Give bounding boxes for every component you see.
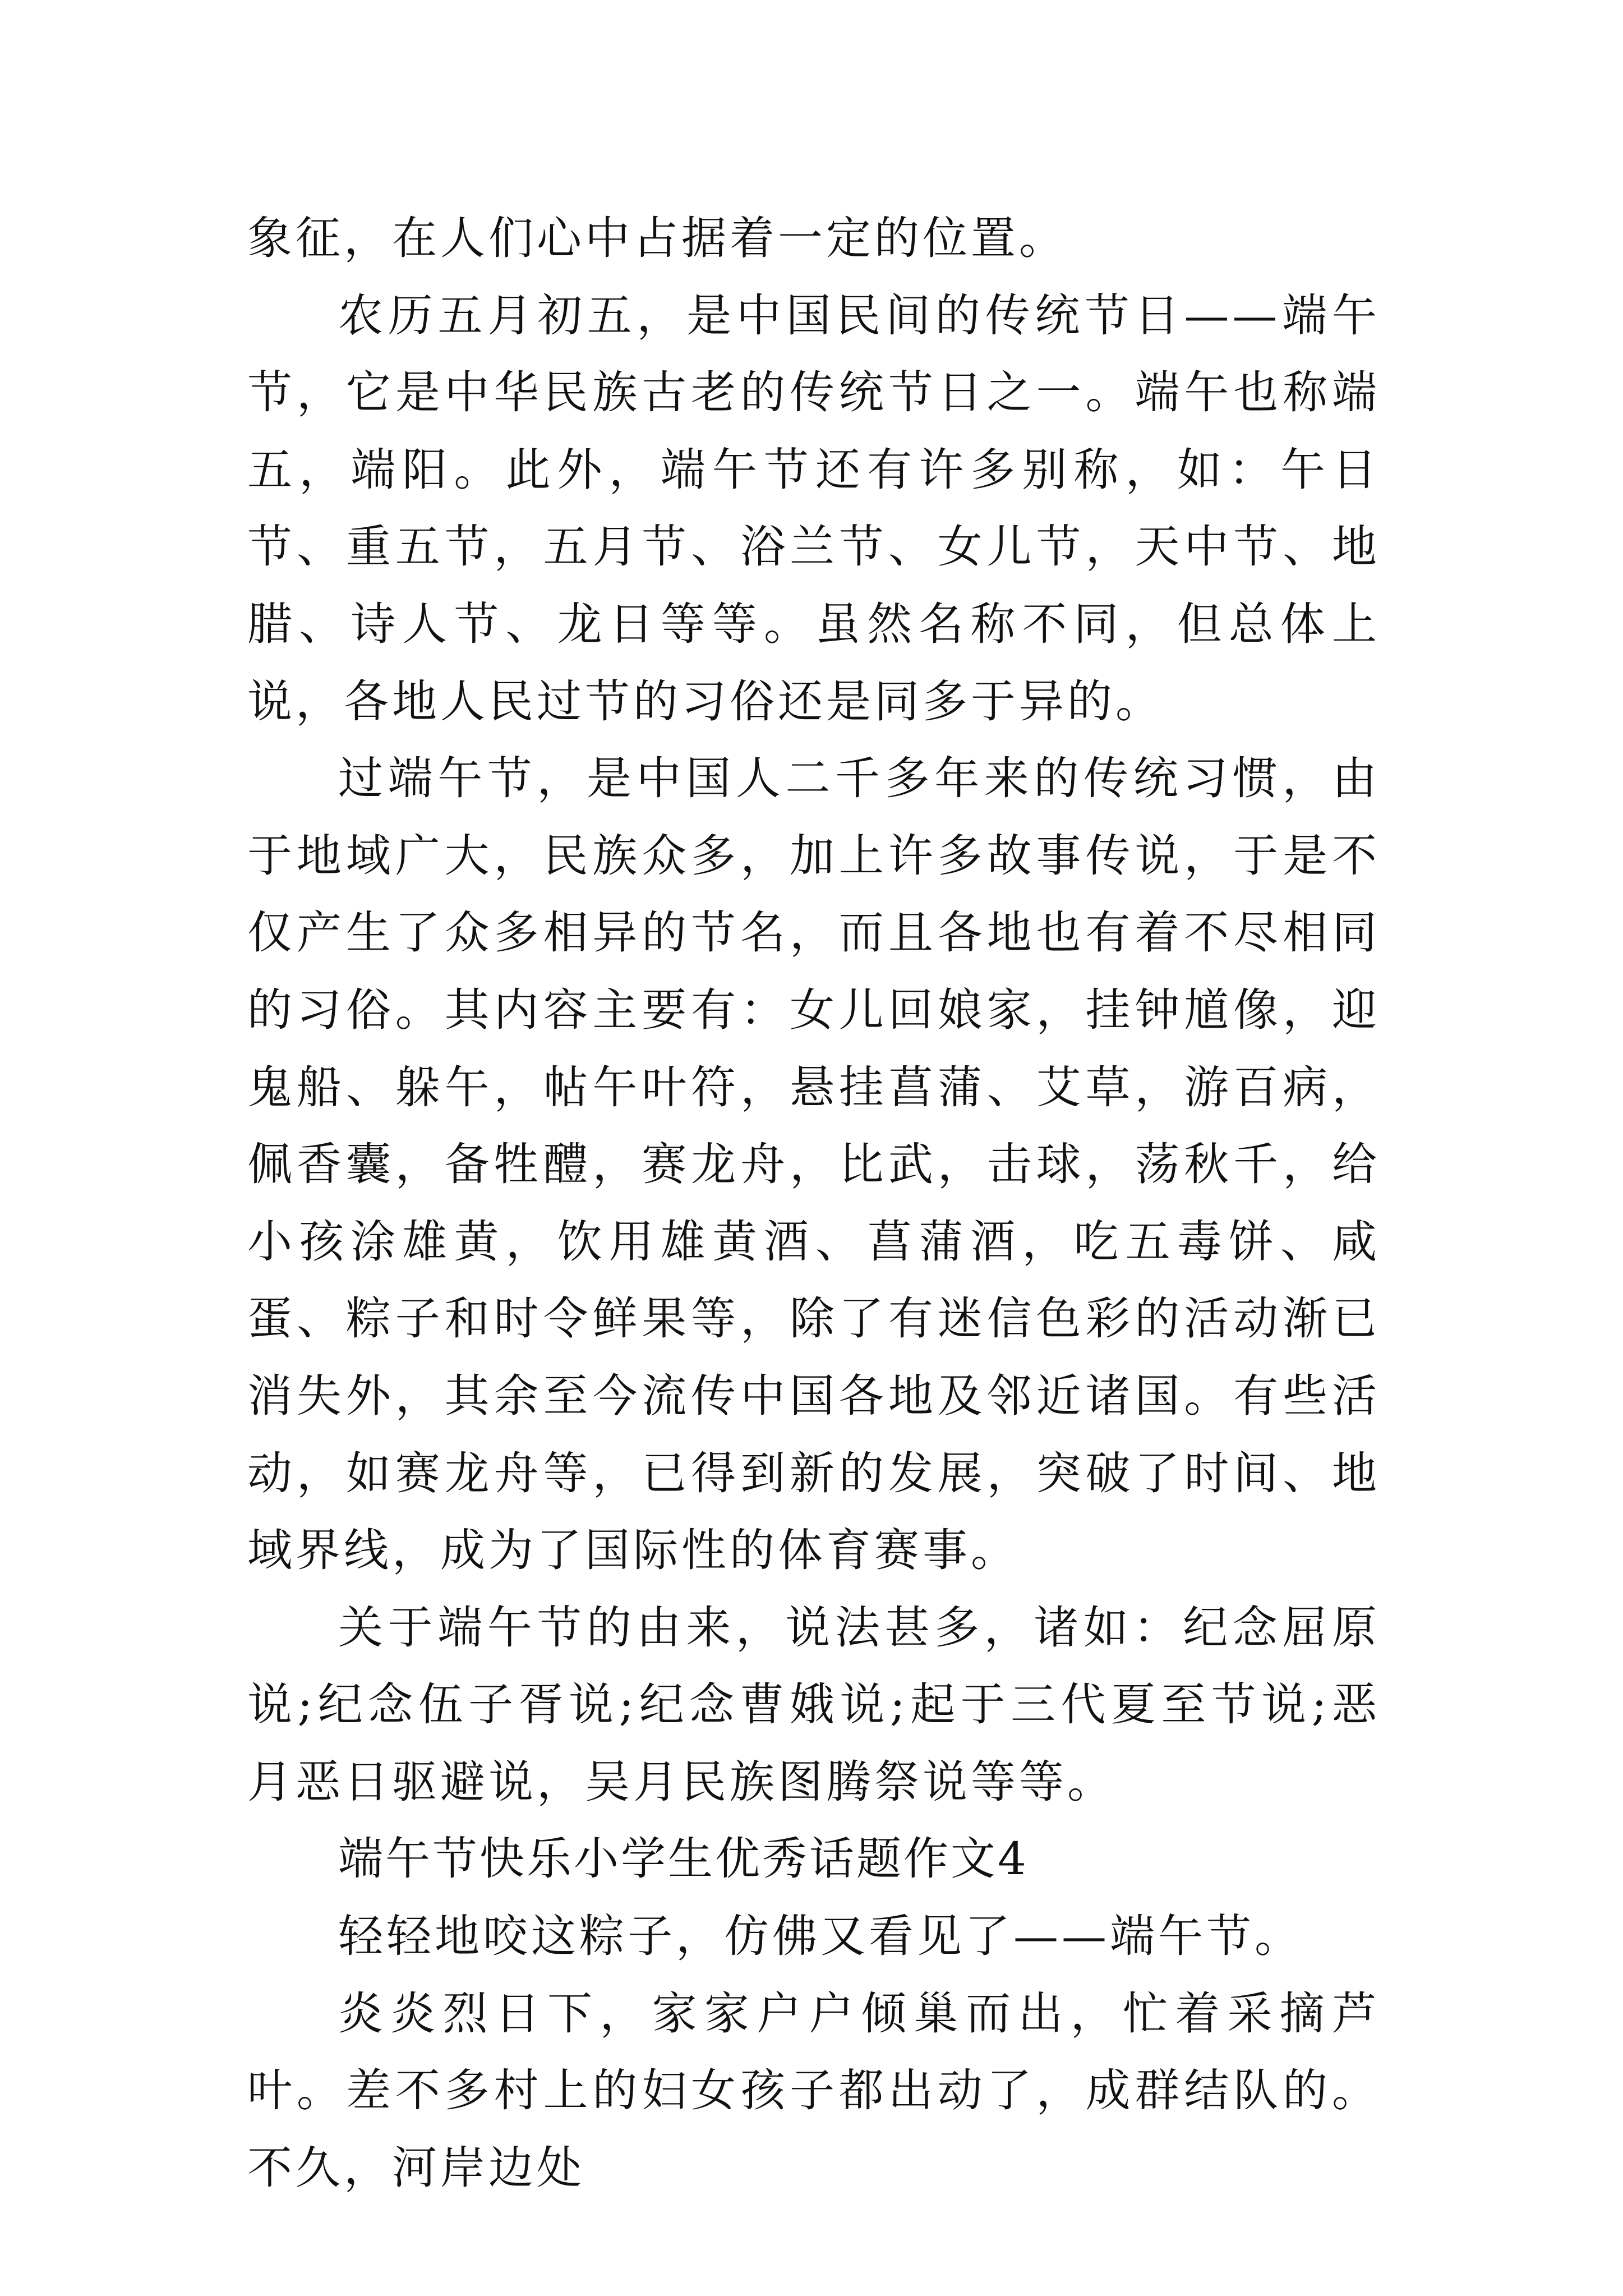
paragraph-picking-reed-leaves: 炎炎烈日下，家家户户倾巢而出，忙着采摘芦叶。差不多村上的妇女孩子都出动了，成群结队的。不久，河岸边处 bbox=[247, 1987, 1380, 2194]
paragraph-eating-zongzi: 轻轻地咬这粽子，仿佛又看见了——端午节。 bbox=[338, 1910, 1303, 1963]
paragraph-dragon-boat-festival-names: 农历五月初五，是中国民间的传统节日——端午节，它是中华民族古老的传统节日之一。端午也称端五，端阳。此外，端午节还有许多别称，如：午日节、重五节，五月节、浴兰节、女儿节，天中节、地腊、诗人节、龙日等等。虽然名称不同，但总体上说，各地人民过节的习俗还是同多于异的。 bbox=[247, 289, 1380, 728]
paragraph-festival-origins: 关于端午节的由来，说法甚多，诸如：纪念屈原说;纪念伍子胥说;纪念曹娥说;起于三代夏至节说;恶月恶日驱避说，吴月民族图腾祭说等等。 bbox=[247, 1601, 1380, 1808]
document-body bbox=[247, 200, 1380, 2206]
essay-title: 端午节快乐小学生优秀话题作文4 bbox=[338, 1833, 1029, 1885]
paragraph-continuation: 象征，在人们心中占据着一定的位置。 bbox=[247, 212, 1067, 264]
paragraph-festival-customs: 过端午节，是中国人二千多年来的传统习惯，由于地域广大，民族众多，加上许多故事传说，于是不仅产生了众多相异的节名，而且各地也有着不尽相同的习俗。其内容主要有：女儿回娘家，挂钟馗像，迎鬼船、躲午，帖午叶符，悬挂菖蒲、艾草，游百病，佩香囊，备牲醴，赛龙舟，比武，击球，荡秋千，给小孩涂雄黄，饮用雄黄酒、菖蒲酒，吃五毒饼、咸蛋、粽子和时令鲜果等，除了有迷信色彩的活动渐已消失外，其余至今流传中国各地及邻近诸国。有些活动，如赛龙舟等，已得到新的发展，突破了时间、地域界线，成为了国际性的体育赛事。 bbox=[247, 752, 1380, 1577]
